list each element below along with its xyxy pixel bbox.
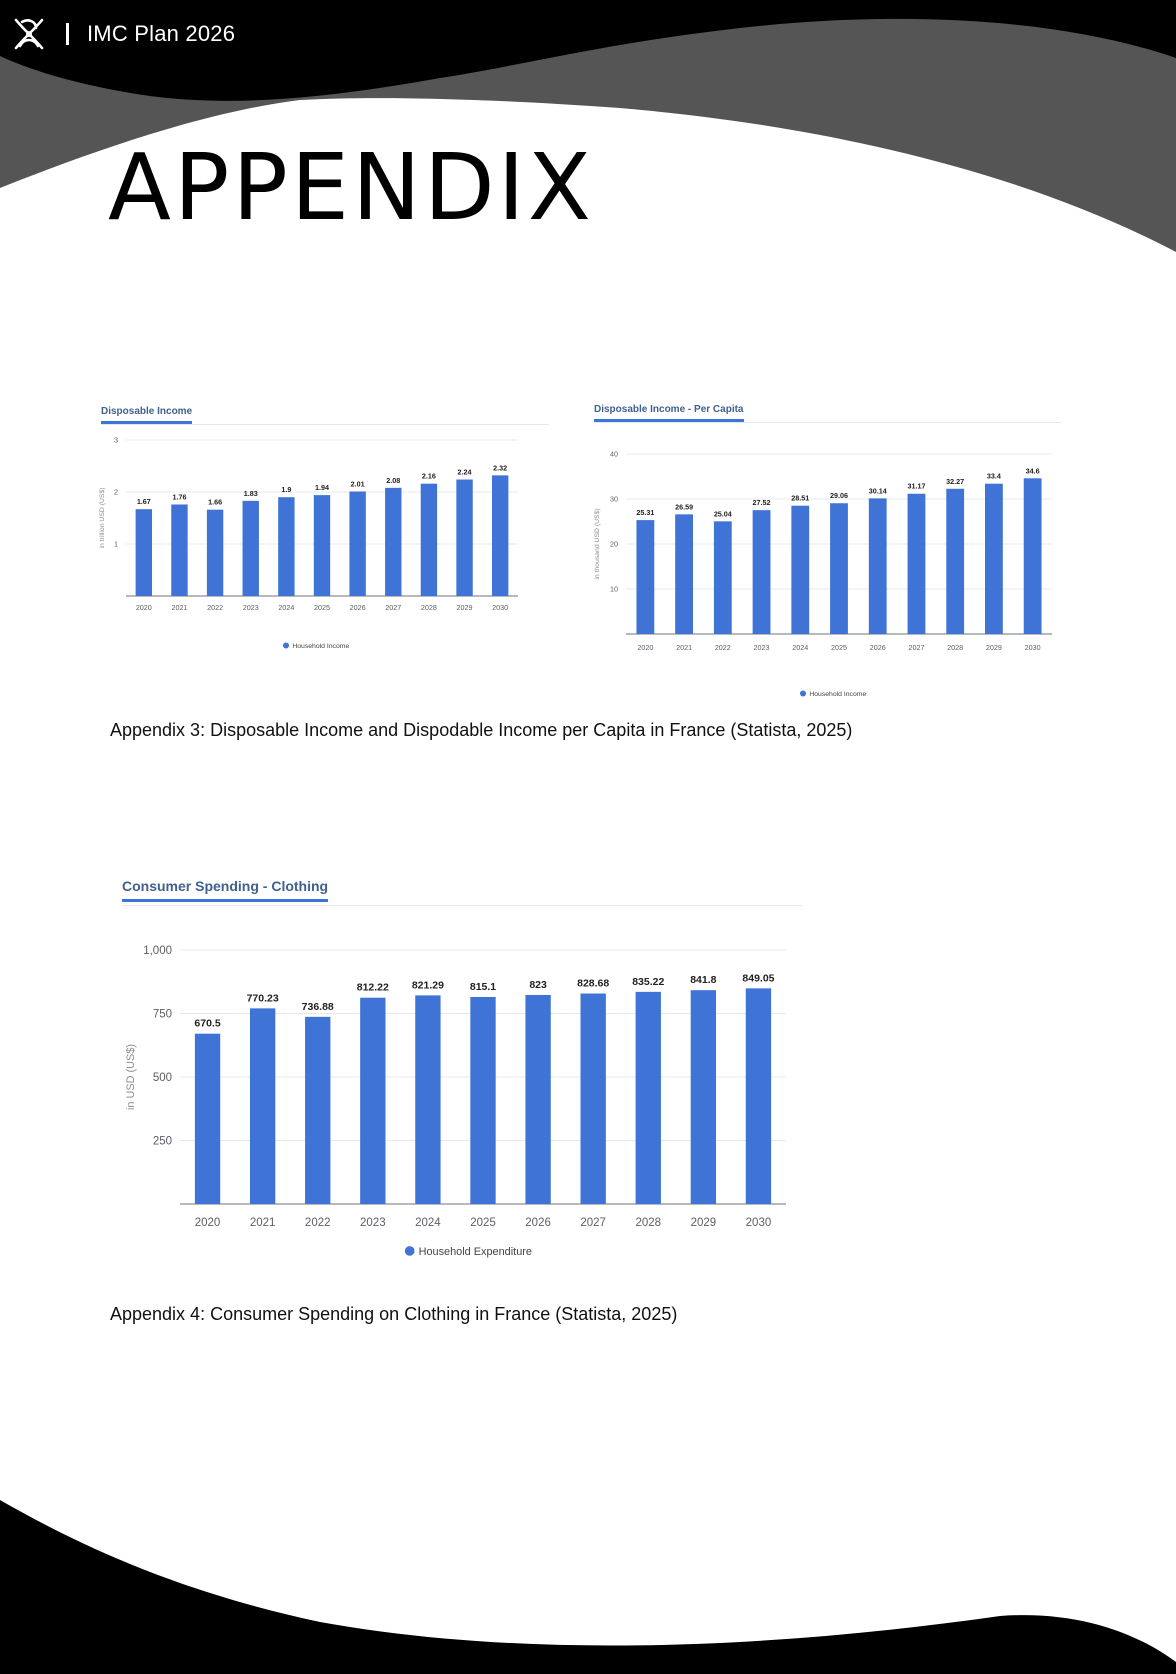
bar	[869, 498, 887, 634]
page-title: APPENDIX	[108, 134, 594, 241]
data-label: 2.01	[350, 479, 365, 489]
x-tick-label: 2025	[831, 643, 847, 652]
bar	[349, 491, 365, 596]
data-label: 1.76	[172, 492, 187, 502]
y-tick-label: 40	[610, 449, 618, 459]
y-tick-label: 3	[114, 435, 118, 445]
x-tick-label: 2026	[349, 603, 366, 612]
disposable-income-per-capita-chart	[590, 426, 1065, 698]
bar	[908, 494, 926, 634]
bar	[421, 484, 437, 596]
x-tick-label: 2024	[415, 1217, 441, 1229]
data-label: 25.04	[713, 509, 732, 519]
bar	[385, 488, 401, 596]
y-tick-label: 1	[114, 539, 118, 549]
bar	[636, 520, 654, 634]
x-tick-label: 2021	[676, 643, 693, 652]
data-label: 2.16	[421, 471, 436, 481]
data-label: 27.52	[752, 498, 771, 508]
data-label: 1.67	[136, 497, 151, 507]
bar	[195, 1034, 220, 1204]
y-tick-label: 750	[152, 1008, 172, 1021]
x-tick-label: 2021	[171, 603, 188, 612]
bar	[830, 503, 848, 634]
data-label: 828.68	[577, 977, 610, 990]
x-tick-label: 2028	[420, 603, 437, 612]
chart-panel-disposable-income	[96, 400, 556, 672]
data-label: 849.05	[742, 972, 775, 985]
bar	[456, 480, 472, 596]
bar	[675, 514, 693, 634]
x-tick-label: 2020	[135, 603, 152, 612]
brand-logo-icon	[12, 16, 46, 52]
x-tick-label: 2029	[690, 1217, 717, 1229]
y-axis-label: in USD (US$)	[125, 1043, 137, 1111]
x-tick-label: 2030	[745, 1217, 772, 1229]
x-tick-label: 2029	[985, 643, 1002, 652]
legend-label: Household Expenditure	[418, 1246, 532, 1258]
x-tick-label: 2028	[947, 643, 964, 652]
x-tick-label: 2026	[525, 1217, 551, 1229]
data-label: 841.8	[690, 974, 717, 987]
legend-marker	[800, 690, 806, 696]
bar	[136, 509, 152, 596]
data-label: 1.83	[243, 488, 258, 498]
x-tick-label: 2026	[869, 643, 886, 652]
appendix-3-caption: Appendix 3: Disposable Income and Dispodable Income per Capita in France (Statista, 2025)	[110, 720, 853, 740]
data-label: 28.51	[791, 493, 810, 503]
bar	[470, 997, 495, 1204]
x-tick-label: 2020	[194, 1217, 221, 1229]
bar	[691, 990, 716, 1204]
chart-panel-disposable-income-per-capita	[590, 398, 1065, 698]
chart-panel-consumer-spending-clothing	[116, 870, 804, 1270]
legend-label: Household Income	[292, 643, 350, 650]
bar	[171, 504, 187, 596]
bar	[1024, 478, 1042, 634]
consumer-spending-clothing-chart	[116, 910, 804, 1270]
x-tick-label: 2022	[304, 1217, 331, 1229]
bottom-black-wave	[0, 1500, 1176, 1674]
bar	[525, 995, 550, 1204]
x-tick-label: 2025	[470, 1217, 496, 1229]
data-label: 821.29	[411, 979, 444, 992]
data-label: 823	[529, 978, 547, 991]
bar	[415, 995, 440, 1204]
data-label: 736.88	[301, 1000, 334, 1013]
x-tick-label: 2030	[1024, 643, 1041, 652]
bar	[305, 1017, 330, 1204]
legend-marker	[283, 642, 289, 648]
x-tick-label: 2023	[360, 1217, 386, 1229]
data-label: 1.9	[281, 485, 292, 495]
data-label: 30.14	[868, 486, 887, 496]
data-label: 770.23	[246, 992, 279, 1005]
x-tick-label: 2022	[207, 603, 224, 612]
header-separator	[66, 23, 69, 45]
x-tick-label: 2027	[580, 1217, 606, 1229]
data-label: 29.06	[830, 491, 848, 501]
data-label: 25.31	[636, 508, 655, 518]
x-tick-label: 2023	[753, 643, 770, 652]
bar	[492, 475, 508, 596]
chart-tab-title: Disposable Income	[101, 406, 192, 424]
x-tick-label: 2030	[492, 603, 509, 612]
x-tick-label: 2021	[249, 1217, 276, 1229]
data-label: 34.6	[1025, 466, 1040, 476]
disposable-income-chart	[96, 428, 556, 672]
x-tick-label: 2029	[456, 603, 473, 612]
bar	[360, 998, 385, 1204]
y-tick-label: 2	[114, 487, 118, 497]
y-tick-label: 250	[152, 1135, 172, 1148]
header-title: IMC Plan 2026	[87, 21, 236, 46]
document-header	[12, 14, 235, 54]
bar	[250, 1008, 275, 1204]
chart-tab-divider	[101, 424, 549, 425]
chart-tab-divider	[122, 905, 802, 906]
bar	[714, 521, 732, 634]
bar	[946, 489, 964, 634]
y-tick-label: 1,000	[143, 945, 172, 958]
data-label: 2.08	[386, 475, 401, 485]
bar	[753, 510, 771, 634]
data-label: 1.66	[208, 497, 223, 507]
chart-tab-divider	[594, 422, 1061, 423]
x-tick-label: 2024	[792, 643, 809, 652]
x-tick-label: 2027	[908, 643, 925, 652]
data-label: 31.17	[907, 481, 926, 491]
legend-label: Household Income	[809, 691, 867, 698]
bar	[278, 497, 294, 596]
x-tick-label: 2025	[314, 603, 330, 612]
data-label: 26.59	[675, 502, 694, 512]
chart-tab-title: Disposable Income - Per Capita	[594, 404, 744, 422]
appendix-4-caption: Appendix 4: Consumer Spending on Clothing in France (Statista, 2025)	[110, 1304, 678, 1324]
data-label: 812.22	[356, 981, 389, 994]
x-tick-label: 2028	[635, 1217, 662, 1229]
data-label: 1.94	[315, 483, 329, 493]
data-label: 32.27	[946, 476, 965, 486]
y-axis-label: in trillion USD (US$)	[99, 487, 106, 549]
bar	[746, 988, 771, 1204]
data-label: 815.1	[469, 980, 497, 993]
bar	[636, 992, 661, 1204]
bar	[243, 501, 259, 596]
data-label: 835.22	[632, 975, 665, 988]
data-label: 33.4	[986, 471, 1001, 481]
bar	[207, 510, 223, 596]
x-tick-label: 2024	[278, 603, 295, 612]
y-tick-label: 20	[610, 539, 618, 549]
bar	[581, 994, 606, 1204]
data-label: 670.5	[194, 1017, 221, 1030]
x-tick-label: 2027	[385, 603, 402, 612]
y-tick-label: 10	[610, 584, 618, 594]
chart-tab-title: Consumer Spending - Clothing	[122, 878, 328, 902]
data-label: 2.24	[457, 467, 472, 477]
y-tick-label: 30	[610, 494, 618, 504]
legend-marker	[405, 1246, 415, 1256]
x-tick-label: 2022	[714, 643, 731, 652]
y-tick-label: 500	[152, 1072, 172, 1085]
x-tick-label: 2023	[242, 603, 259, 612]
bar	[791, 506, 809, 634]
x-tick-label: 2020	[637, 643, 654, 652]
y-axis-label: in thousand USD (US$)	[594, 508, 601, 580]
bar	[314, 495, 330, 596]
data-label: 2.32	[493, 463, 508, 473]
bar	[985, 484, 1003, 634]
